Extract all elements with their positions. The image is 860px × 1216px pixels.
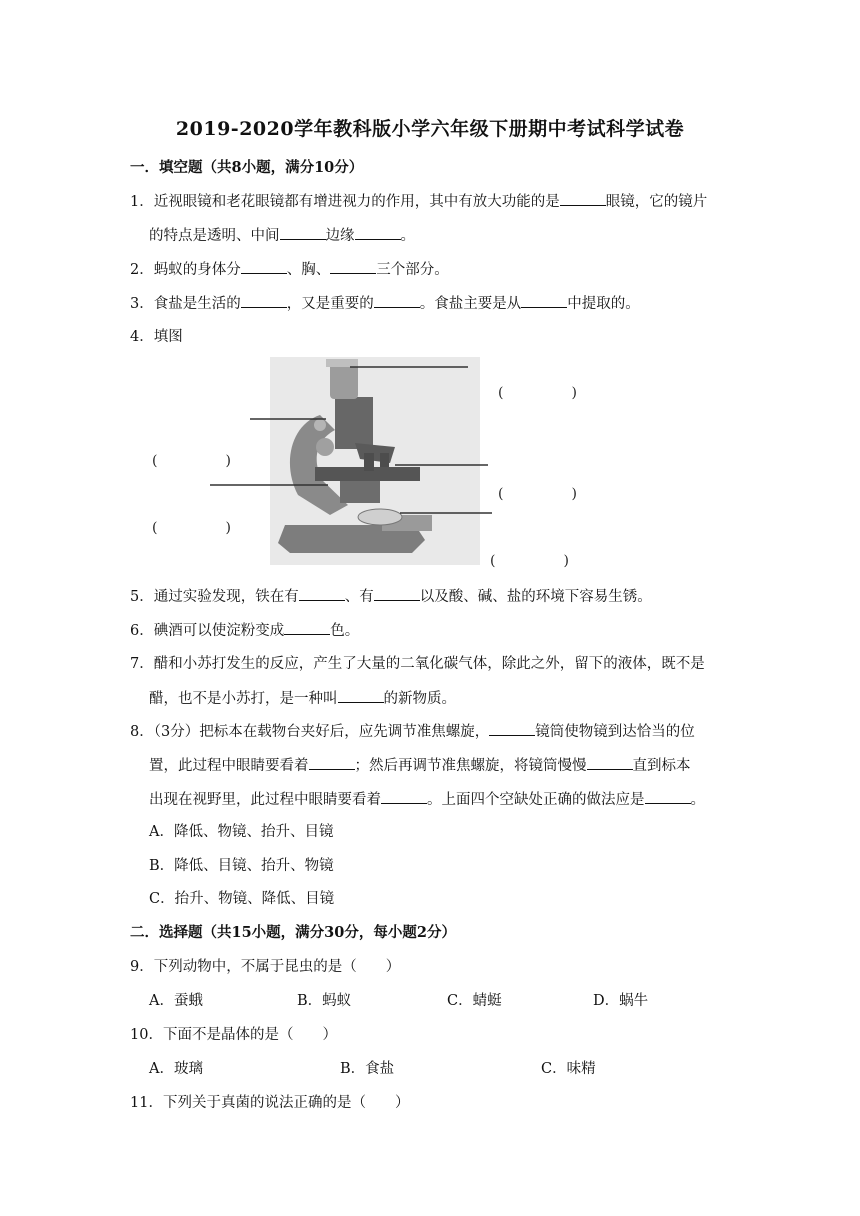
diagram-label-blank-3[interactable]: ( ): [498, 486, 577, 502]
option-b[interactable]: B．降低、目镜、抬升、物镜: [149, 858, 334, 874]
diagram-label-blank-4[interactable]: ( ): [152, 520, 231, 536]
answer-blank[interactable]: [284, 620, 330, 635]
question-1-line-1: 1．近视眼镜和老花眼镜都有增进视力的作用，其中有放大功能的是 眼镜，它的镜片: [130, 191, 707, 212]
option-a[interactable]: A．降低、物镜、抬升、目镜: [149, 824, 334, 840]
answer-blank[interactable]: [241, 293, 287, 308]
answer-blank[interactable]: [330, 259, 376, 274]
answer-blank[interactable]: [355, 225, 401, 240]
answer-blank[interactable]: [309, 755, 355, 770]
answer-blank[interactable]: [489, 721, 535, 736]
answer-blank[interactable]: [560, 191, 606, 206]
section-heading-fill-blank: 一．填空题（共8小题，满分10分）: [130, 159, 364, 176]
answer-blank[interactable]: [381, 789, 427, 804]
question-7-line-2: 醋，也不是小苏打，是一种叫 的新物质。: [149, 688, 456, 709]
option-b[interactable]: B．蚂蚁: [297, 993, 352, 1009]
question-11: 11．下列关于真菌的说法正确的是（ ）: [130, 1095, 410, 1111]
question-10: 10．下面不是晶体的是（ ）: [130, 1027, 337, 1043]
diagram-label-blank-1[interactable]: ( ): [498, 385, 577, 401]
option-b[interactable]: B．食盐: [340, 1061, 395, 1077]
question-6: 6．碘酒可以使淀粉变成 色。: [130, 620, 359, 641]
diagram-label-blank-5[interactable]: ( ): [490, 553, 569, 569]
question-2: 2．蚂蚁的身体分 、胸、 三个部分。: [130, 259, 449, 280]
answer-blank[interactable]: [587, 755, 633, 770]
question-8-line-2: 置，此过程中眼睛要看着 ；然后再调节准焦螺旋，将镜筒慢慢 直到标本: [149, 755, 691, 776]
option-c[interactable]: C．蜻蜓: [447, 993, 502, 1009]
microscope-diagram: [150, 355, 610, 575]
option-c[interactable]: C．味精: [541, 1061, 596, 1077]
page-title: 2019-2020学年教科版小学六年级下册期中考试科学试卷: [175, 118, 685, 140]
question-8-line-1: 8．（3分）把标本在载物台夹好后，应先调节准焦螺旋， 镜筒使物镜到达恰当的位: [130, 721, 695, 742]
answer-blank[interactable]: [374, 293, 420, 308]
option-a[interactable]: A．蚕蛾: [149, 993, 203, 1009]
question-8-line-3: 出现在视野里，此过程中眼睛要看着 。上面四个空缺处正确的做法应是 。: [149, 789, 705, 810]
question-1-line-2: 的特点是透明、中间 边缘 。: [149, 225, 415, 246]
question-7-line-1: 7．醋和小苏打发生的反应，产生了大量的二氧化碳气体，除此之外，留下的液体，既不是: [130, 656, 705, 672]
answer-blank[interactable]: [241, 259, 287, 274]
question-4: 4．填图: [130, 329, 183, 345]
section-heading-multiple-choice: 二．选择题（共15小题，满分30分，每小题2分）: [130, 924, 456, 941]
option-d[interactable]: D．蜗牛: [593, 993, 649, 1009]
diagram-label-blank-2[interactable]: ( ): [152, 453, 231, 469]
answer-blank[interactable]: [338, 688, 384, 703]
answer-blank[interactable]: [280, 225, 326, 240]
question-5: 5．通过实验发现，铁在有 、有 以及酸、碱、盐的环境下容易生锈。: [130, 586, 652, 607]
question-9: 9．下列动物中，不属于昆虫的是（ ）: [130, 959, 401, 975]
answer-blank[interactable]: [521, 293, 567, 308]
answer-blank[interactable]: [299, 586, 345, 601]
question-3: 3．食盐是生活的 ，又是重要的 。食盐主要是从 中提取的。: [130, 293, 640, 314]
option-a[interactable]: A．玻璃: [149, 1061, 203, 1077]
option-c[interactable]: C．抬升、物镜、降低、目镜: [149, 891, 335, 907]
answer-blank[interactable]: [374, 586, 420, 601]
answer-blank[interactable]: [645, 789, 691, 804]
